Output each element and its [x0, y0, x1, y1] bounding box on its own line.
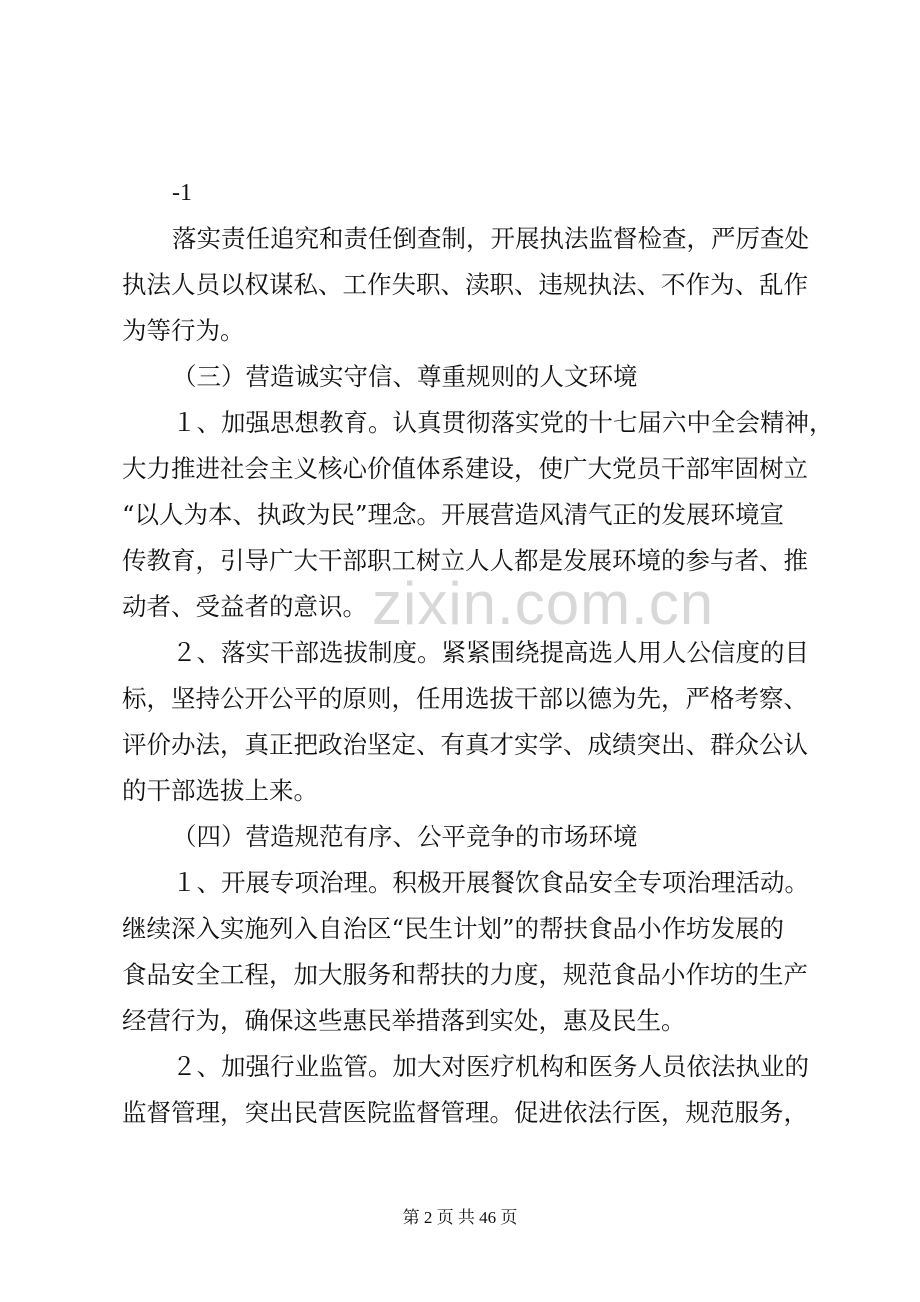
paragraph-line: 标，坚持公开公平的原则，任用选拔干部以德为先，严格考察、 — [122, 684, 808, 713]
paragraph-line: 执法人员以权谋私、工作失职、渎职、违规执法、不作为、乱作 — [122, 270, 808, 299]
paragraph-line: 传教育，引导广大干部职工树立人人都是发展环境的参与者、推 — [122, 546, 808, 575]
paragraph-line: １、加强思想教育。认真贯彻落实党的十七届六中全会精神， — [172, 408, 834, 437]
paragraph-line: 落实责任追究和责任倒查制，开展执法监督检查，严厉查处 — [172, 224, 809, 253]
page-marker: -1 — [172, 180, 192, 206]
section-heading: （四）营造规范有序、公平竞争的市场环境 — [172, 822, 638, 851]
paragraph-line: 监督管理，突出民营医院监督管理。促进依法行医，规范服务， — [122, 1098, 808, 1127]
section-heading: （三）营造诚实守信、尊重规则的人文环境 — [172, 362, 638, 391]
watermark: zixin.com.cn — [372, 570, 715, 637]
paragraph-line: ２、加强行业监管。加大对医疗机构和医务人员依法执业的 — [172, 1052, 809, 1081]
paragraph-line: 经营行为，确保这些惠民举措落到实处，惠及民生。 — [122, 1006, 686, 1035]
paragraph-line: 食品安全工程，加大服务和帮扶的力度，规范食品小作坊的生产 — [122, 960, 808, 989]
page-footer: 第 2 页 共 46 页 — [402, 1208, 518, 1227]
paragraph-line: 为等行为。 — [122, 316, 245, 345]
paragraph-line: 评价办法，真正把政治坚定、有真才实学、成绩突出、群众公认 — [122, 730, 808, 759]
paragraph-line: 动者、受益者的意识。 — [122, 592, 367, 621]
paragraph-line: １、开展专项治理。积极开展餐饮食品安全专项治理活动。 — [172, 868, 809, 897]
paragraph-line: 的干部选拔上来。 — [122, 776, 318, 805]
paragraph-line: “以人为本、执政为民”理念。开展营造风清气正的发展环境宣 — [122, 500, 785, 529]
paragraph-line: 大力推进社会主义核心价值体系建设，使广大党员干部牢固树立 — [122, 454, 808, 483]
paragraph-line: ２、落实干部选拔制度。紧紧围绕提高选人用人公信度的目 — [172, 638, 809, 667]
paragraph-line: 继续深入实施列入自治区“民生计划”的帮扶食品小作坊发展的 — [122, 914, 785, 943]
